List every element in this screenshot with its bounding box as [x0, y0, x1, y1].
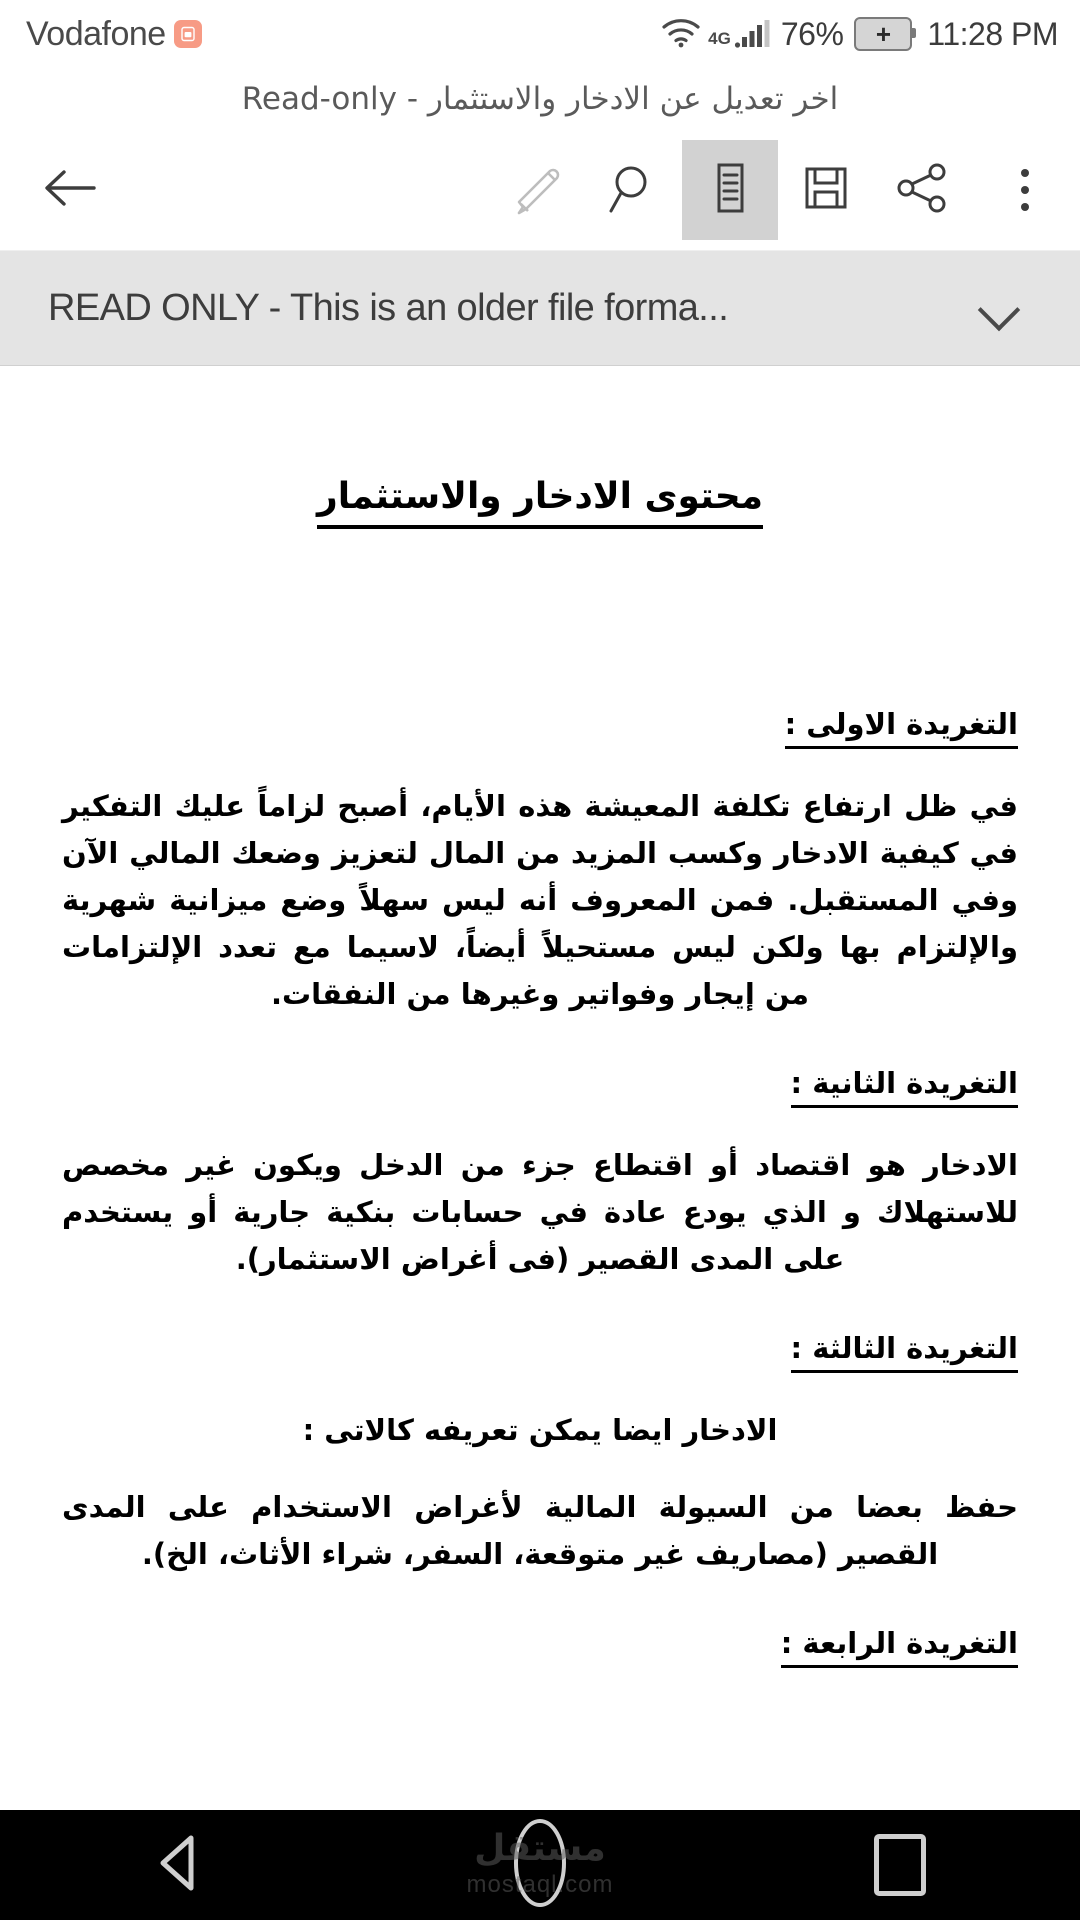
section-heading-2-text: التغريدة الثانية : — [791, 1064, 1019, 1108]
back-button[interactable] — [0, 140, 140, 240]
nav-home-button[interactable] — [440, 1810, 640, 1920]
nav-back-triangle-icon — [153, 1833, 207, 1898]
share-icon — [893, 159, 951, 222]
floppy-save-icon — [797, 159, 855, 222]
status-bar-left — [26, 15, 202, 54]
section-paragraph-1-1: في ظل ارتفاع تكلفة المعيشة هذه الأيام، أصبح لزاماً عليك التفكير في كيفية الادخار وكسب المزيد من المال لتعزيز وضعك المالي الآن وفي المستقبل. فمن المعروف أنه ليس سهلاً وضع ميزانية شهرية والإلتزام بها ولكن ليس مستحيلاً أيضاً، لاسيما مع تعدد الإلتزامات من إيجار وفواتير وغيرها من النفقات. — [62, 788, 1018, 1011]
view-mode-button[interactable] — [682, 140, 778, 240]
arrow-left-icon — [42, 166, 98, 215]
section-heading-3-text: التغريدة الثالثة : — [791, 1329, 1019, 1373]
watermark-domain: mostaql.com — [466, 1871, 614, 1898]
section-paragraph-2-1: الادخار هو اقتصاد أو اقتطاع جزء من الدخل ويكون غير مخصص للاستهلاك و الذي يودع عادة في حسابات بنكية جارية أو يستخدم على المدى القصير (فى أغراض الاستثمار). — [62, 1147, 1018, 1276]
spacer — [62, 1454, 1018, 1484]
section-heading-2 — [62, 1064, 1018, 1108]
section-paragraph-3-1: الادخار ايضا يمكن تعريفه كالاتى : — [302, 1412, 778, 1447]
android-navigation-bar — [0, 1810, 1080, 1920]
section-heading-3 — [62, 1329, 1018, 1373]
cellular-signal-icon — [734, 15, 774, 54]
carrier-name: Vodafone — [26, 14, 166, 53]
spacer — [62, 1373, 1018, 1407]
read-only-banner[interactable] — [0, 251, 1080, 366]
spacer — [62, 1283, 1018, 1329]
search-icon — [605, 159, 663, 222]
nav-recents-square-icon — [874, 1834, 926, 1896]
sim-card-icon — [174, 20, 202, 48]
share-button[interactable] — [874, 140, 970, 240]
spacer — [62, 749, 1018, 783]
network-type-label: 4G — [708, 28, 731, 48]
edit-button[interactable] — [490, 140, 586, 240]
search-button[interactable] — [586, 140, 682, 240]
document-main-heading — [62, 474, 1018, 529]
chevron-down-icon[interactable] — [978, 285, 1024, 331]
section-paragraph-3-2: حفظ بعضا من السيولة المالية لأغراض الاستخدام على المدى القصير (مصاريف غير متوقعة، السفر، شراء الأثاث، الخ). — [62, 1489, 1018, 1571]
section-heading-1-text: التغريدة الاولى : — [785, 705, 1018, 749]
nav-back-button[interactable] — [80, 1810, 280, 1920]
spacer — [62, 529, 1018, 705]
section-heading-4-text: التغريدة الرابعة : — [781, 1624, 1018, 1668]
battery-percent: 76% — [780, 15, 844, 52]
wifi-icon — [661, 16, 701, 53]
document-main-heading-text: محتوى الادخار والاستثمار — [317, 474, 763, 529]
document-title: اخر تعديل عن الادخار والاستثمار - Read-only — [241, 81, 839, 117]
spacer — [62, 1018, 1018, 1064]
document-view-icon — [703, 157, 757, 224]
battery-plus-glyph: + — [875, 19, 891, 49]
more-vertical-icon — [1021, 169, 1029, 211]
status-bar-right — [661, 15, 1058, 54]
status-clock: 11:28 PM — [927, 15, 1058, 52]
battery-charging-icon — [854, 17, 912, 51]
save-button[interactable] — [778, 140, 874, 240]
status-bar — [0, 0, 1080, 68]
spacer — [62, 1578, 1018, 1624]
app-toolbar — [0, 130, 1080, 251]
read-only-message: READ ONLY - This is an older file forma... — [48, 286, 729, 329]
watermark-arabic: مستقل — [474, 1828, 606, 1869]
section-heading-4 — [62, 1624, 1018, 1668]
nav-home-circle-icon — [512, 1817, 568, 1914]
document-content — [0, 474, 1080, 1668]
spacer — [62, 1108, 1018, 1142]
pencil-icon — [507, 157, 569, 224]
document-titlebar — [0, 68, 1080, 130]
document-page[interactable] — [0, 366, 1080, 1810]
more-options-button[interactable] — [970, 140, 1080, 240]
section-heading-1 — [62, 705, 1018, 749]
nav-recents-button[interactable] — [800, 1810, 1000, 1920]
